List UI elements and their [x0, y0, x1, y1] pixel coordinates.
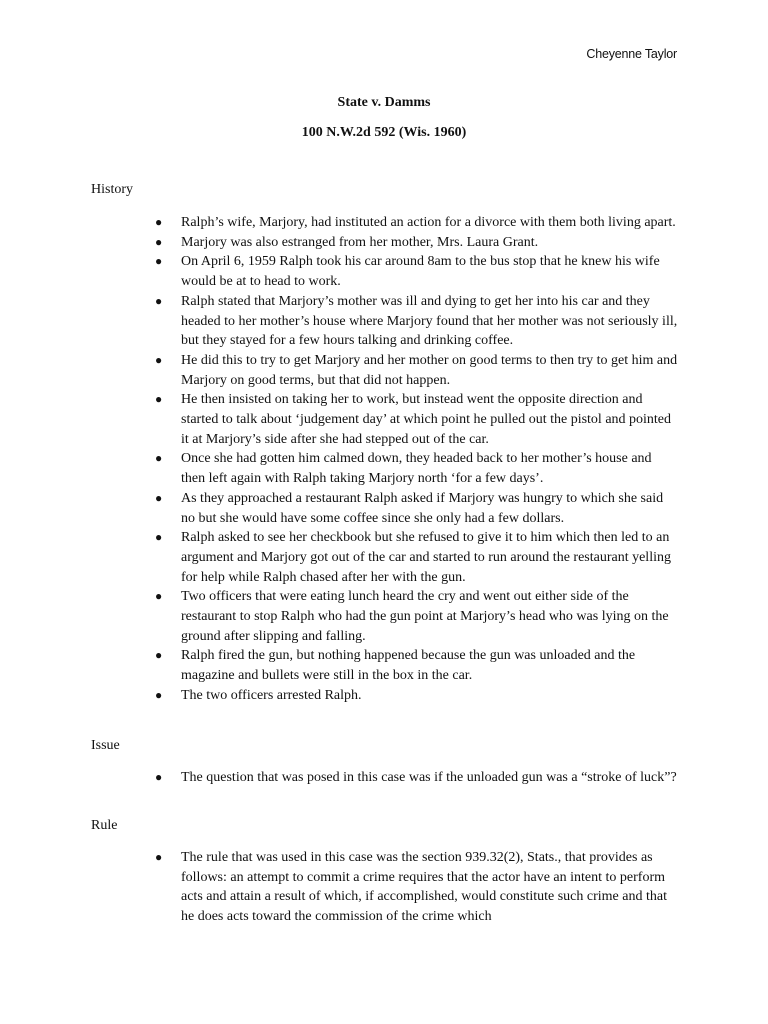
bullet-icon: ●	[155, 392, 163, 407]
bullet-icon: ●	[155, 530, 163, 545]
issue-heading: Issue	[91, 738, 120, 753]
case-citation: 100 N.W.2d 592 (Wis. 1960)	[301, 125, 467, 140]
list-item: ● He did this to try to get Marjory and her mother on good terms to then try to get him and Marjory on good terms, but that did not happen.	[155, 352, 678, 388]
history-heading: History	[91, 182, 133, 197]
list-item: ● As they approached a restaurant Ralph asked if Marjory was hungry to which she said no but she would have some coffee since she only had a few dollars.	[155, 490, 664, 526]
list-item: ● Ralph’s wife, Marjory, had instituted an action for a divorce with them both living apart.	[148, 213, 678, 233]
bullet-icon: ●	[155, 254, 163, 269]
author-name: Cheyenne Taylor	[586, 47, 677, 61]
list-item: ● Once she had gotten him calmed down, they headed back to her mother’s house and then left again with Ralph taking Marjory north ‘for a few days’.	[155, 451, 652, 487]
bullet-icon: ●	[155, 352, 163, 367]
bullet-icon: ●	[155, 850, 163, 864]
bullet-icon: ●	[155, 215, 163, 229]
bullet-icon: ●	[155, 234, 163, 249]
history-list	[148, 213, 678, 706]
bullet-icon: ●	[155, 451, 163, 466]
bullet-icon: ●	[155, 589, 163, 604]
list-item: ● On April 6, 1959 Ralph took his car around 8am to the bus stop that he knew his wife would be at to head to work.	[155, 254, 660, 290]
list-item: ● The rule that was used in this case was the section 939.32(2), Stats., that provides as follows: an attempt to commit a crime requires that the actor have an intent to perform acts and attain a result of which, if accomplished, would constitute such crime and that he does acts toward the commission of the crime which	[155, 850, 667, 925]
case-title: State v. Damms	[337, 95, 431, 110]
rule-list	[148, 848, 678, 927]
list-item: ● Ralph fired the gun, but nothing happened because the gun was unloaded and the magazine and bullets were still in the box in the car.	[155, 648, 636, 684]
list-item: ● Marjory was also estranged from her mother, Mrs. Laura Grant.	[148, 233, 678, 253]
list-item: ● Ralph stated that Marjory’s mother was ill and dying to get her into his car and they headed to her mother’s house where Marjory found that her mother was not seriously ill, but they stayed for a few hours talking and drinking coffee.	[155, 293, 678, 349]
bullet-icon: ●	[155, 687, 163, 702]
list-item: ● Two officers that were eating lunch heard the cry and went out either side of the restaurant to stop Ralph who had the gun point at Marjory’s head who was lying on the ground after slipping and falling.	[155, 589, 669, 644]
list-item: ● The question that was posed in this case was if the unloaded gun was a “stroke of luck”?	[148, 768, 678, 788]
list-item: ● He then insisted on taking her to work, but instead went the opposite direction and started to talk about ‘judgement day’ at which point he pulled out the pistol and pointed it at Marjory’s side after she had stepped out of the car.	[155, 392, 672, 447]
bullet-icon: ●	[155, 770, 163, 784]
bullet-icon: ●	[155, 648, 163, 663]
rule-heading: Rule	[91, 818, 118, 833]
issue-list	[148, 768, 678, 788]
bullet-icon: ●	[155, 490, 163, 505]
bullet-icon: ●	[155, 293, 163, 308]
list-item: ● The two officers arrested Ralph.	[148, 686, 678, 706]
list-item: ● Ralph asked to see her checkbook but she refused to give it to him which then led to an argument and Marjory got out of the car and started to run around the restaurant yelling for help while Ralph chased after her with the gun.	[155, 530, 671, 585]
